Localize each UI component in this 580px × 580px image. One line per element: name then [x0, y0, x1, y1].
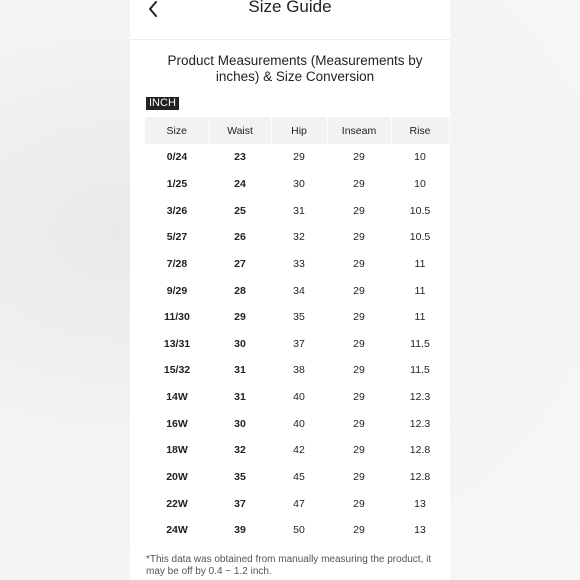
rise-cell: 12.8	[409, 471, 431, 483]
hip-cell: 35	[293, 311, 305, 324]
table-row	[145, 277, 449, 304]
waist-cell: 37	[234, 497, 246, 510]
column-header: Size	[145, 117, 209, 144]
size-cell: 3/26	[166, 204, 188, 217]
table-row	[145, 251, 449, 278]
page-title: Size Guide	[248, 0, 332, 16]
table-row	[145, 517, 449, 544]
inseam-cell: 29	[353, 391, 365, 404]
inseam-cell: 29	[353, 204, 365, 217]
column-header: Inseam	[327, 117, 391, 144]
hip-cell: 42	[293, 444, 305, 457]
table-row	[145, 384, 449, 411]
rise-cell: 12.3	[409, 391, 431, 404]
unit-badge[interactable]: INCH	[146, 97, 179, 110]
waist-cell: 39	[234, 524, 246, 537]
table-body	[145, 144, 449, 544]
rise-cell: 10	[414, 177, 426, 190]
inseam-cell: 29	[353, 497, 365, 510]
hip-cell: 40	[293, 417, 305, 430]
hip-cell: 37	[293, 337, 305, 350]
table-row	[145, 171, 449, 198]
inseam-cell: 29	[353, 151, 365, 164]
inseam-cell: 29	[353, 471, 365, 483]
size-guide-panel	[130, 0, 450, 580]
hip-cell: 31	[293, 204, 305, 217]
table-row	[145, 437, 449, 464]
hip-cell: 34	[293, 284, 305, 297]
size-cell: 0/24	[166, 151, 188, 164]
inseam-cell: 29	[353, 311, 365, 324]
table-row	[145, 490, 449, 517]
waist-cell: 26	[234, 231, 246, 244]
hip-cell: 32	[293, 231, 305, 244]
waist-cell: 24	[234, 177, 246, 190]
hip-cell: 50	[293, 524, 305, 537]
inseam-cell: 29	[353, 231, 365, 244]
rise-cell: 11.5	[410, 337, 430, 350]
size-table	[145, 117, 450, 544]
rise-cell: 13	[414, 497, 426, 510]
waist-cell: 25	[234, 204, 246, 217]
size-cell: 9/29	[166, 284, 188, 297]
rise-cell: 11.5	[410, 364, 430, 377]
table-row	[145, 224, 449, 251]
size-cell: 22W	[166, 497, 188, 510]
rise-cell: 13	[414, 524, 426, 537]
column-header: Hip	[271, 117, 327, 144]
header	[130, 0, 450, 40]
rise-cell: 10.5	[409, 231, 431, 244]
size-cell: 16W	[166, 417, 188, 430]
hip-cell: 45	[293, 471, 305, 483]
table-row	[145, 144, 449, 171]
rise-cell: 12.3	[409, 417, 431, 430]
waist-cell: 23	[234, 151, 246, 164]
waist-cell: 31	[234, 391, 246, 404]
table-subtitle: Product Measurements (Measurements by inches) & Size Conversion	[167, 53, 423, 84]
waist-cell: 32	[234, 444, 246, 457]
rise-cell: 10	[414, 151, 426, 164]
hip-cell: 30	[293, 177, 305, 190]
table-row	[145, 330, 449, 357]
table-row	[145, 197, 449, 224]
waist-cell: 31	[234, 364, 246, 377]
hip-cell: 40	[293, 391, 305, 404]
waist-cell: 35	[234, 471, 246, 483]
inseam-cell: 29	[353, 337, 365, 350]
size-cell: 11/30	[164, 311, 190, 324]
table-row	[145, 304, 449, 331]
size-cell: 15/32	[163, 364, 191, 377]
size-cell: 24W	[166, 524, 188, 537]
inseam-cell: 29	[353, 284, 365, 297]
inseam-cell: 29	[353, 364, 365, 377]
waist-cell: 28	[234, 284, 246, 297]
table-header-row	[145, 117, 449, 144]
measurement-footnote: *This data was obtained from manually measuring the product, it may be off by 0.4 ~ 1.2 inch.	[146, 553, 432, 577]
inseam-cell: 29	[353, 417, 365, 430]
rise-cell: 11	[414, 311, 426, 324]
hip-cell: 33	[293, 257, 305, 270]
size-cell: 1/25	[166, 177, 188, 190]
waist-cell: 27	[234, 257, 246, 270]
column-header: Waist	[209, 117, 271, 144]
column-header: Rise	[391, 117, 449, 144]
waist-cell: 30	[234, 417, 246, 430]
rise-cell: 11	[414, 284, 426, 297]
rise-cell: 12.8	[409, 444, 431, 457]
table-row	[145, 464, 449, 491]
inseam-cell: 29	[353, 257, 365, 270]
rise-cell: 11	[414, 257, 426, 270]
size-cell: 7/28	[166, 257, 188, 270]
table-row	[145, 357, 449, 384]
rise-cell: 10.5	[409, 204, 431, 217]
table-row	[145, 410, 449, 437]
size-cell: 18W	[166, 444, 188, 457]
size-cell: 5/27	[166, 231, 188, 244]
inseam-cell: 29	[353, 524, 365, 537]
inseam-cell: 29	[353, 177, 365, 190]
size-cell: 14W	[166, 391, 188, 404]
hip-cell: 29	[293, 151, 305, 164]
size-cell: 13/31	[163, 337, 191, 350]
size-cell: 20W	[166, 471, 188, 483]
hip-cell: 47	[293, 497, 305, 510]
waist-cell: 29	[234, 311, 246, 324]
waist-cell: 30	[234, 337, 246, 350]
inseam-cell: 29	[353, 444, 365, 457]
hip-cell: 38	[293, 364, 305, 377]
